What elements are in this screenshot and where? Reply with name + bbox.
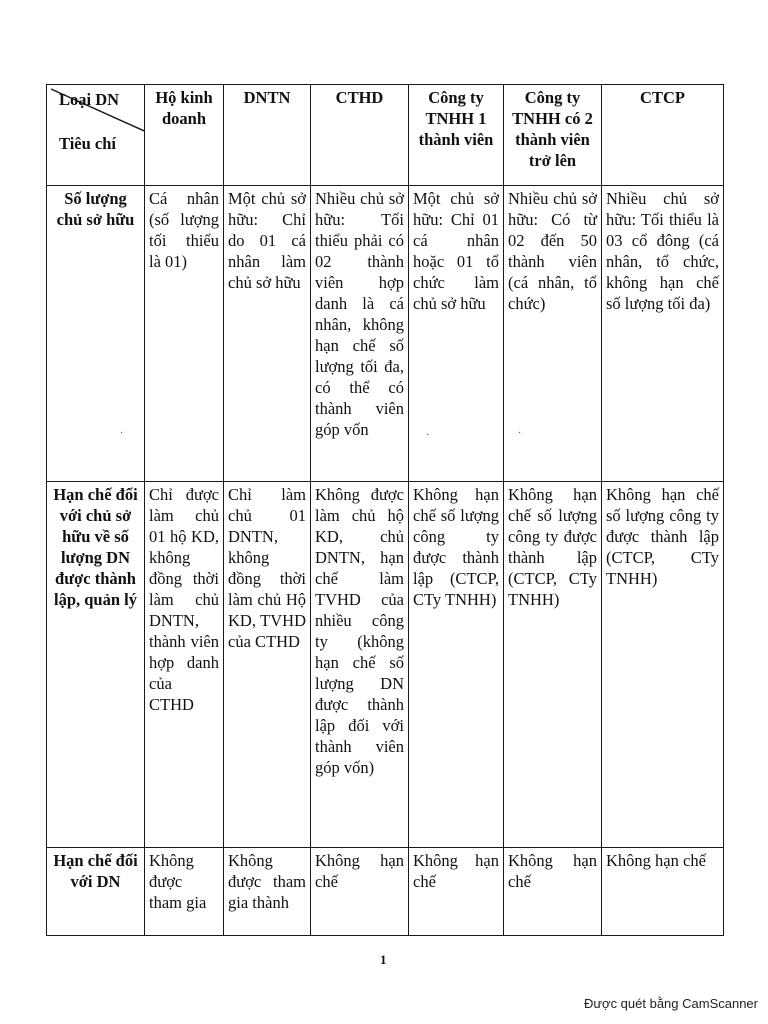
row-label: Hạn chế đối với chủ sở hữu về số lượng DN được thành lập, quản lý: [47, 482, 145, 848]
table-cell: Không hạn chế: [409, 848, 504, 936]
table-cell: Cá nhân (số lượng tối thiểu là 01): [145, 186, 224, 482]
table-cell: Nhiều chủ sở hữu: Tối thiểu phải có 02 thành viên hợp danh là cá nhân, không hạn chế số lượng tối đa, có thể có thành viên góp vốn: [311, 186, 409, 482]
table-row: [47, 482, 724, 848]
table-cell: Không hạn chế: [602, 848, 724, 936]
page-number: 1: [380, 952, 387, 967]
table-row: [47, 186, 724, 482]
table-cell: Không hạn chế: [311, 848, 409, 936]
table-cell: Không được tham gia thành: [224, 848, 311, 936]
header-cell: CTCP: [602, 85, 724, 186]
camscanner-watermark: Được quét bằng CamScanner: [583, 996, 758, 1011]
corner-bottom-label: Tiêu chí: [59, 134, 117, 153]
table-cell: Chỉ được làm chủ 01 hộ KD, không đồng thời làm chủ DNTN, thành viên hợp danh của CTHD: [145, 482, 224, 848]
table-cell: Không được làm chủ hộ KD, chủ DNTN, hạn chế làm TVHD của nhiều công ty (không hạn chế số lượng DN được thành lập đối với thành viên góp vốn): [311, 482, 409, 848]
table-header-row: [47, 85, 724, 186]
corner-cell: [47, 85, 145, 186]
table-cell: Một chủ sở hữu: Chỉ do 01 cá nhân làm chủ sở hữu: [224, 186, 311, 482]
row-label: Số lượng chủ sở hữu: [47, 186, 145, 482]
table-cell: Nhiều chủ sở hữu: Tối thiểu là 03 cổ đông (cá nhân, tổ chức, không hạn chế số lượng tối đa): [602, 186, 724, 482]
table-cell: Chỉ làm chủ 01 DNTN, không đồng thời làm chủ Hộ KD, TVHD của CTHD: [224, 482, 311, 848]
table-cell: Không hạn chế số lượng công ty được thành lập (CTCP, CTy TNHH): [504, 482, 602, 848]
corner-top-label: Loại DN: [59, 90, 120, 109]
table-cell: Không hạn chế: [504, 848, 602, 936]
table-cell: Nhiều chủ sở hữu: Có từ 02 đến 50 thành viên (cá nhân, tổ chức): [504, 186, 602, 482]
header-cell: Công ty TNHH 1 thành viên: [409, 85, 504, 186]
table-cell: Không hạn chế số lượng công ty được thành lập (CTCP, CTy TNHH): [602, 482, 724, 848]
table-row: [47, 848, 724, 936]
header-cell: CTHD: [311, 85, 409, 186]
scan-speck: ·: [426, 430, 430, 441]
scan-speck: ·: [120, 428, 124, 439]
comparison-table: [46, 84, 724, 936]
header-cell: DNTN: [224, 85, 311, 186]
header-cell: Hộ kinh doanh: [145, 85, 224, 186]
table-cell: Không được tham gia: [145, 848, 224, 936]
scan-speck: ·: [518, 428, 522, 439]
row-label: Hạn chế đối với DN: [47, 848, 145, 936]
table-cell: Không hạn chế số lượng công ty được thành lập (CTCP, CTy TNHH): [409, 482, 504, 848]
header-cell: Công ty TNHH có 2 thành viên trở lên: [504, 85, 602, 186]
table-cell: Một chủ sở hữu: Chỉ 01 cá nhân hoặc 01 tổ chức làm chủ sở hữu: [409, 186, 504, 482]
